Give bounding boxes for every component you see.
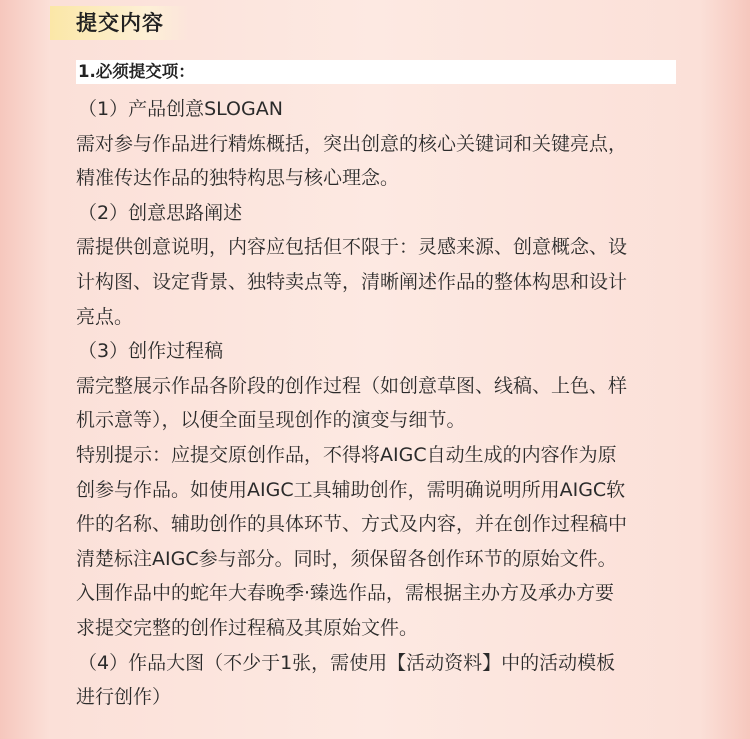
text-line: 计构图、设定背景、独特卖点等，清晰阐述作品的整体构思和设计 [76,270,628,293]
notice-line: 清楚标注AIGC参与部分。同时，须保留各创作环节的原始文件。 [76,547,617,570]
notice-line: 特别提示：应提交原创作品，不得将AIGC自动生成的内容作为原 [76,443,617,466]
item-heading-artwork: （4）作品大图（不少于1张，需使用【活动资料】中的活动模板 [78,651,616,674]
text-line: 精准传达作品的独特构思与核心理念。 [76,167,400,190]
item-heading-concept: （2）创意思路阐述 [78,201,243,224]
text-line: 机示意等），以便全面呈现创作的演变与细节。 [76,409,466,432]
text-line: 需完整展示作品各阶段的创作过程（如创意草图、线稿、上色、样 [76,374,628,397]
text-line: 求提交完整的创作过程稿及其原始文件。 [76,616,419,639]
text-line: 需对参与作品进行精炼概括，突出创意的核心关键词和关键亮点， [76,132,628,155]
item-heading-slogan: （1）产品创意SLOGAN [78,98,283,120]
text-line: 入围作品中的蛇年大春晚季·臻选作品，需根据主办方及承办方要 [76,582,615,605]
content-panel [50,0,700,739]
section-title: 提交内容 [50,6,190,40]
notice-line: 创参与作品。如使用AIGC工具辅助创作，需明确说明所用AIGC软 [76,478,626,501]
text-line: 亮点。 [76,305,134,328]
required-items-subhead: 1.必须提交项： [76,60,676,84]
notice-line: 件的名称、辅助创作的具体环节、方式及内容，并在创作过程稿中 [76,513,628,536]
text-line: 需提供创意说明，内容应包括但不限于：灵感来源、创意概念、设 [76,236,628,259]
item-heading-process: （3）创作过程稿 [78,340,224,363]
requirements-text [76,92,696,715]
text-line: 进行创作） [76,686,172,709]
